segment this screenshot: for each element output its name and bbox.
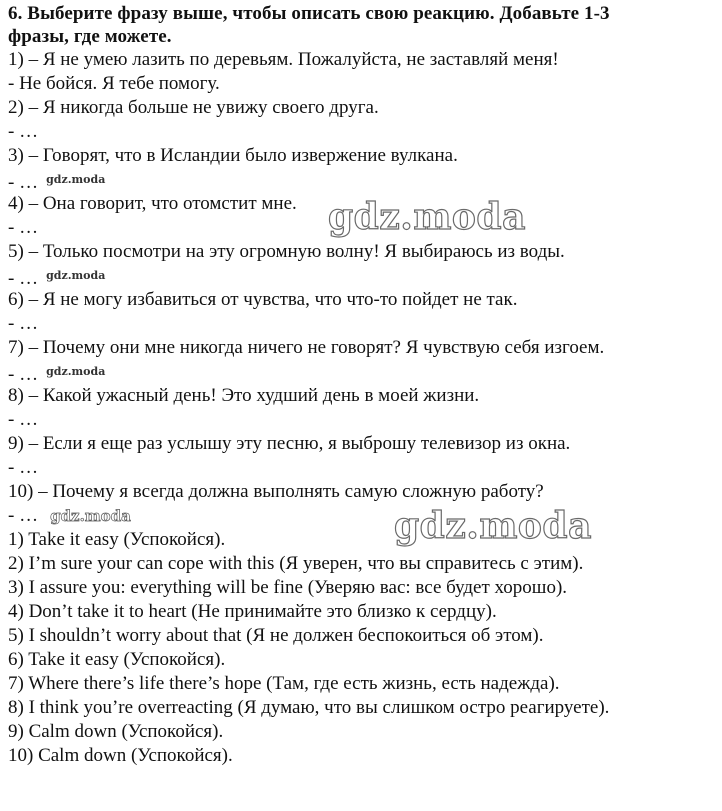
answer-item: 8) I think you’re overreacting (Я думаю, что вы слишком остро реагируете). — [8, 697, 610, 718]
answer-item: 9) Calm down (Успокойся). — [8, 721, 224, 742]
exercise-page — [8, 2, 714, 768]
answer-list — [8, 528, 714, 768]
answer-item: 1) Take it easy (Успокойся). — [8, 529, 226, 550]
dialogue-reply — [8, 264, 714, 288]
watermark-small: gdz.moda — [46, 365, 106, 378]
exercise-title-line-2: фразы, где можете. — [8, 26, 172, 47]
reply-text: - … — [8, 364, 39, 385]
dialogue-reply: - … — [8, 217, 39, 238]
exercise-title — [8, 2, 714, 48]
watermark-small: gdz.moda — [46, 269, 106, 282]
reply-text: - … — [8, 268, 39, 289]
dialogue-line: 1) – Я не умею лазить по деревьям. Пожалуйста, не заставляй меня! — [8, 49, 559, 70]
dialogue-reply: - Не бойся. Я тебе помогу. — [8, 73, 220, 94]
answer-item: 3) I assure you: everything will be fine (Уверяю вас: все будет хорошо). — [8, 577, 568, 598]
dialogue-line: 4) – Она говорит, что отомстит мне. — [8, 193, 297, 214]
dialogue-reply: - … — [8, 457, 39, 478]
exercise-title-line-1: 6. Выберите фразу выше, чтобы описать свою реакцию. Добавьте 1-3 — [8, 3, 610, 24]
dialogue-line: 8) – Какой ужасный день! Это худший день в моей жизни. — [8, 385, 480, 406]
dialogue-reply: - … — [8, 121, 39, 142]
dialogue-line: 6) – Я не могу избавиться от чувства, что что-то пойдет не так. — [8, 289, 518, 310]
dialogue-line: 7) – Почему они мне никогда ничего не говорят? Я чувствую себя изгоем. — [8, 337, 605, 358]
dialogue-line: 9) – Если я еще раз услышу эту песню, я выброшу телевизор из окна. — [8, 433, 571, 454]
answer-item: 2) I’m sure your can cope with this (Я уверен, что вы справитесь с этим). — [8, 553, 584, 574]
answer-item: 6) Take it easy (Успокойся). — [8, 649, 226, 670]
watermark-small: gdz.moda — [46, 173, 106, 186]
answer-item: 10) Calm down (Успокойся). — [8, 745, 233, 766]
dialogue-reply — [8, 168, 714, 192]
answer-item: 4) Don’t take it to heart (Не принимайте это близко к сердцу). — [8, 601, 497, 622]
answer-item: 5) I shouldn’t worry about that (Я не должен беспокоиться об этом). — [8, 625, 544, 646]
reply-text: - … — [8, 505, 39, 526]
dialogue-line: 10) – Почему я всегда должна выполнять самую сложную работу? — [8, 481, 544, 502]
dialogue-line: 2) – Я никогда больше не увижу своего друга. — [8, 97, 379, 118]
dialogue-list — [8, 48, 714, 528]
dialogue-line: 3) – Говорят, что в Исландии было извержение вулкана. — [8, 145, 458, 166]
answer-item: 7) Where there’s life there’s hope (Там, где есть жизнь, есть надежда). — [8, 673, 560, 694]
dialogue-line: 5) – Только посмотри на эту огромную волну! Я выбираюсь из воды. — [8, 241, 565, 262]
dialogue-reply — [8, 504, 714, 528]
watermark-inline: gdz.moda — [50, 507, 131, 525]
dialogue-reply: - … — [8, 409, 39, 430]
dialogue-reply — [8, 360, 714, 384]
reply-text: - … — [8, 172, 39, 193]
watermark-large: gdz.moda — [394, 505, 592, 547]
dialogue-reply: - … — [8, 313, 39, 334]
watermark-large: gdz.moda — [328, 196, 526, 238]
